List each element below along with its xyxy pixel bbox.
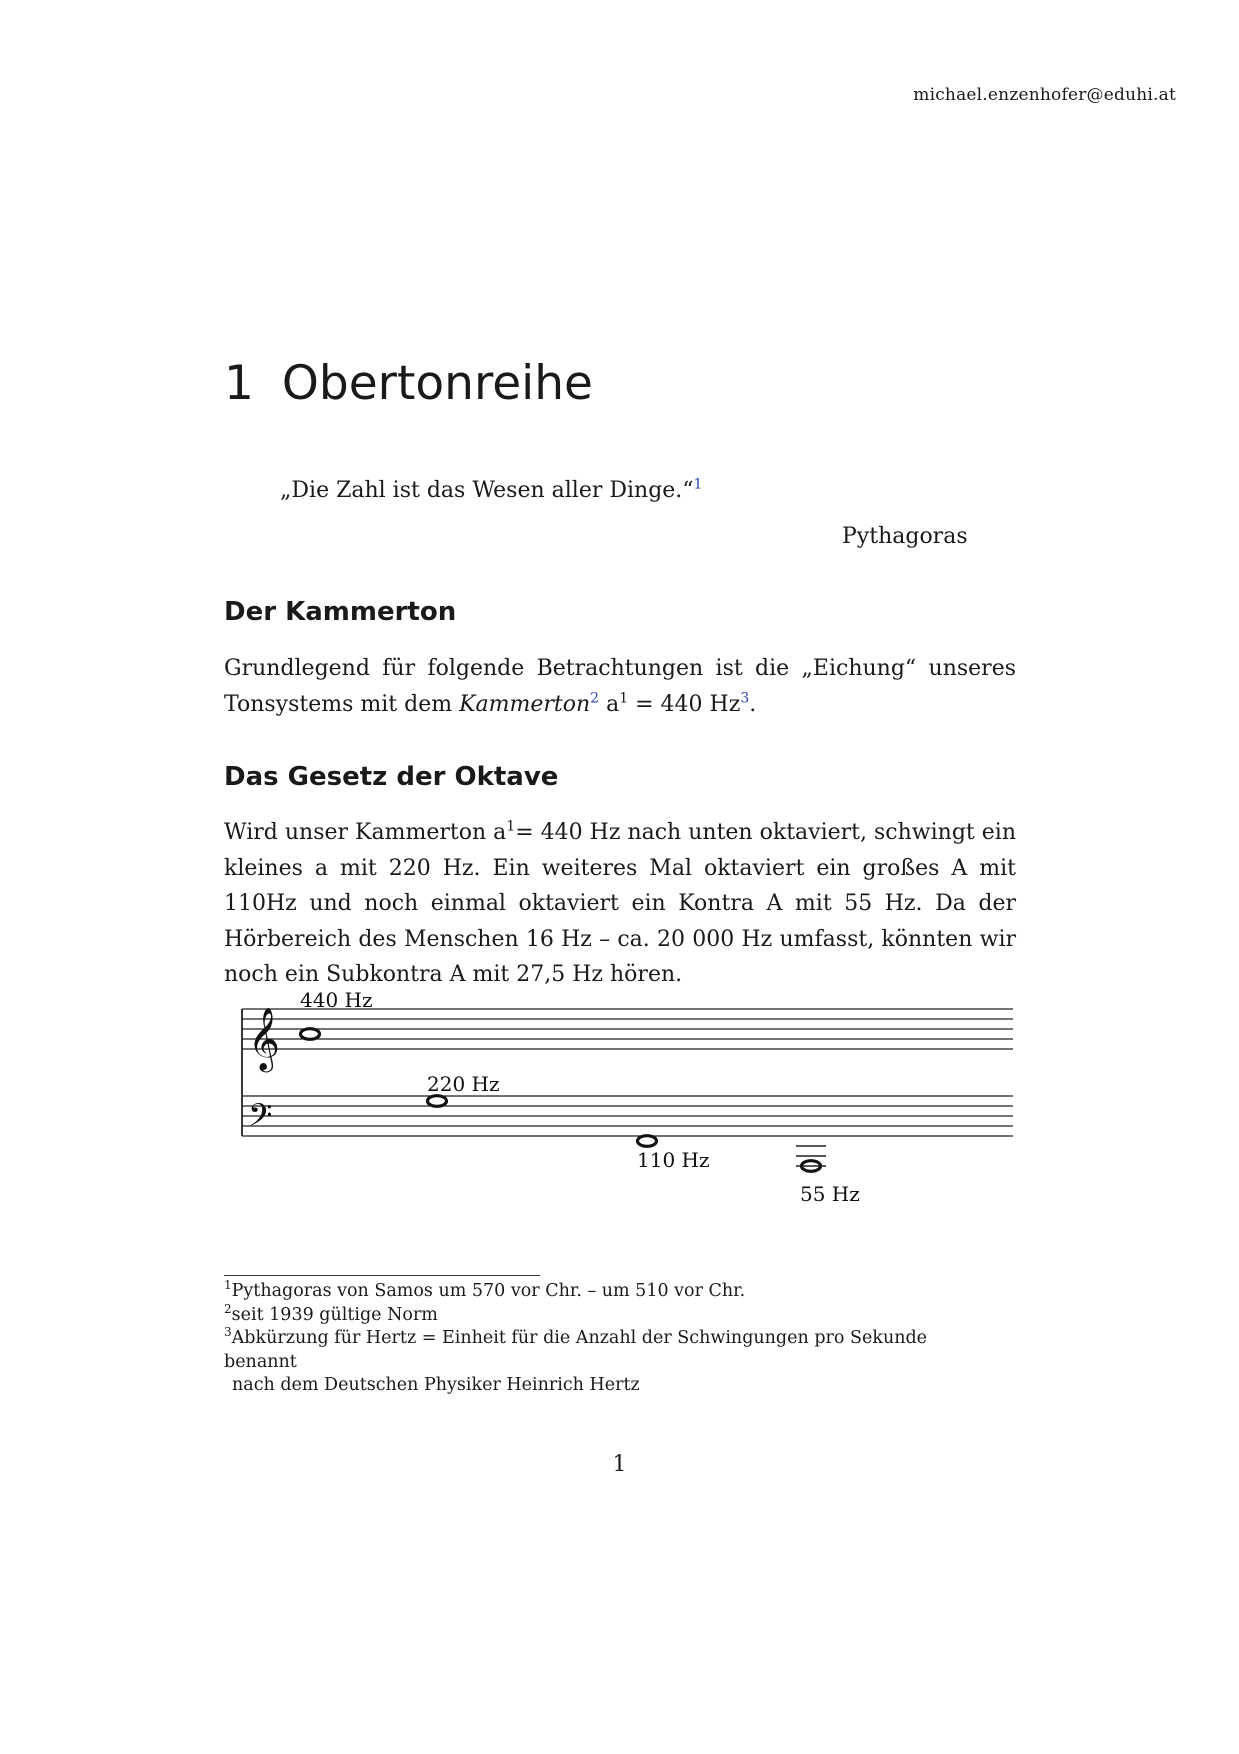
superscript: 1: [506, 818, 516, 835]
section-heading-kammerton: Der Kammerton: [224, 597, 457, 627]
footnotes: [224, 1280, 1004, 1398]
note-label-220: 220 Hz: [427, 1072, 500, 1096]
treble-clef-icon: 𝄞: [248, 1007, 280, 1070]
para-text: = 440 Hz: [628, 691, 741, 717]
footnote-number: 3: [224, 1325, 232, 1340]
footnote-text: seit 1939 gültige Norm: [231, 1304, 438, 1325]
ledger-lines: [796, 1146, 826, 1166]
note-A: [638, 1136, 657, 1147]
footnote-ref-2[interactable]: 2: [590, 690, 600, 707]
footnote-text: Pythagoras von Samos um 570 vor Chr. – um 510 vor Chr.: [231, 1281, 746, 1301]
footnote-3-continued: nach dem Deutschen Physiker Heinrich Hertz: [232, 1375, 640, 1395]
chapter-title: [224, 356, 593, 411]
para-text: Wird unser Kammerton a: [224, 820, 507, 845]
footnote-divider: [224, 1275, 540, 1276]
footnote-ref-3[interactable]: 3: [740, 690, 750, 707]
footnote-1: [224, 1280, 1004, 1304]
quote-text: „Die Zahl ist das Wesen aller Dinge.“: [280, 478, 694, 503]
quote-author: Pythagoras: [842, 524, 968, 549]
music-score: [238, 975, 1013, 1205]
para-text: .: [749, 691, 757, 717]
bass-staff: [242, 1096, 1013, 1136]
footnote-text: Abkürzung für Hertz = Einheit für die Anzahl der Schwingungen pro Sekunde benannt: [224, 1328, 928, 1372]
section-heading-oktave: Das Gesetz der Oktave: [224, 762, 559, 792]
para-text: = 440 Hz nach unten oktaviert, schwingt ein kleines a mit 220 Hz. Ein weiteres Mal oktaviert ein großes A mit 110Hz und noch einmal oktaviert ein Kontra A mit 55 Hz. Da der Hörbereich des Menschen 16 Hz – ca. 20 000 Hz umfasst, könnten wir noch ein Subkontra A mit 27,5 Hz hören.: [224, 820, 1016, 987]
term-kammerton: Kammerton: [459, 691, 591, 717]
footnote-number: 1: [224, 1278, 232, 1293]
bass-clef-icon: 𝄢: [248, 1097, 273, 1141]
footnote-ref-1[interactable]: 1: [693, 476, 703, 493]
epigraph-quote: [280, 478, 702, 503]
paragraph-kammerton: [224, 651, 1016, 722]
para-text: a: [599, 691, 620, 717]
note-label-55: 55 Hz: [800, 1182, 860, 1205]
header-email: michael.enzenhofer@eduhi.at: [913, 85, 1176, 105]
note-a1: [301, 1029, 320, 1040]
note-a: [428, 1096, 447, 1107]
para-text: Grundlegend für folgende Betrachtungen ist die „Eichung“ unseres Tonsystems mit dem: [224, 656, 1016, 717]
footnote-number: 2: [224, 1301, 232, 1316]
footnote-3: [224, 1327, 1004, 1374]
page-number: 1: [612, 1452, 627, 1477]
note-label-440: 440 Hz: [300, 988, 373, 1012]
superscript: 1: [619, 690, 629, 707]
paragraph-oktave: [224, 815, 1016, 993]
chapter-title-text: Obertonreihe: [281, 356, 593, 411]
note-label-110: 110 Hz: [637, 1148, 710, 1172]
footnote-2: [224, 1301, 1004, 1328]
treble-staff: [242, 1009, 1013, 1049]
chapter-number: 1: [224, 356, 254, 411]
